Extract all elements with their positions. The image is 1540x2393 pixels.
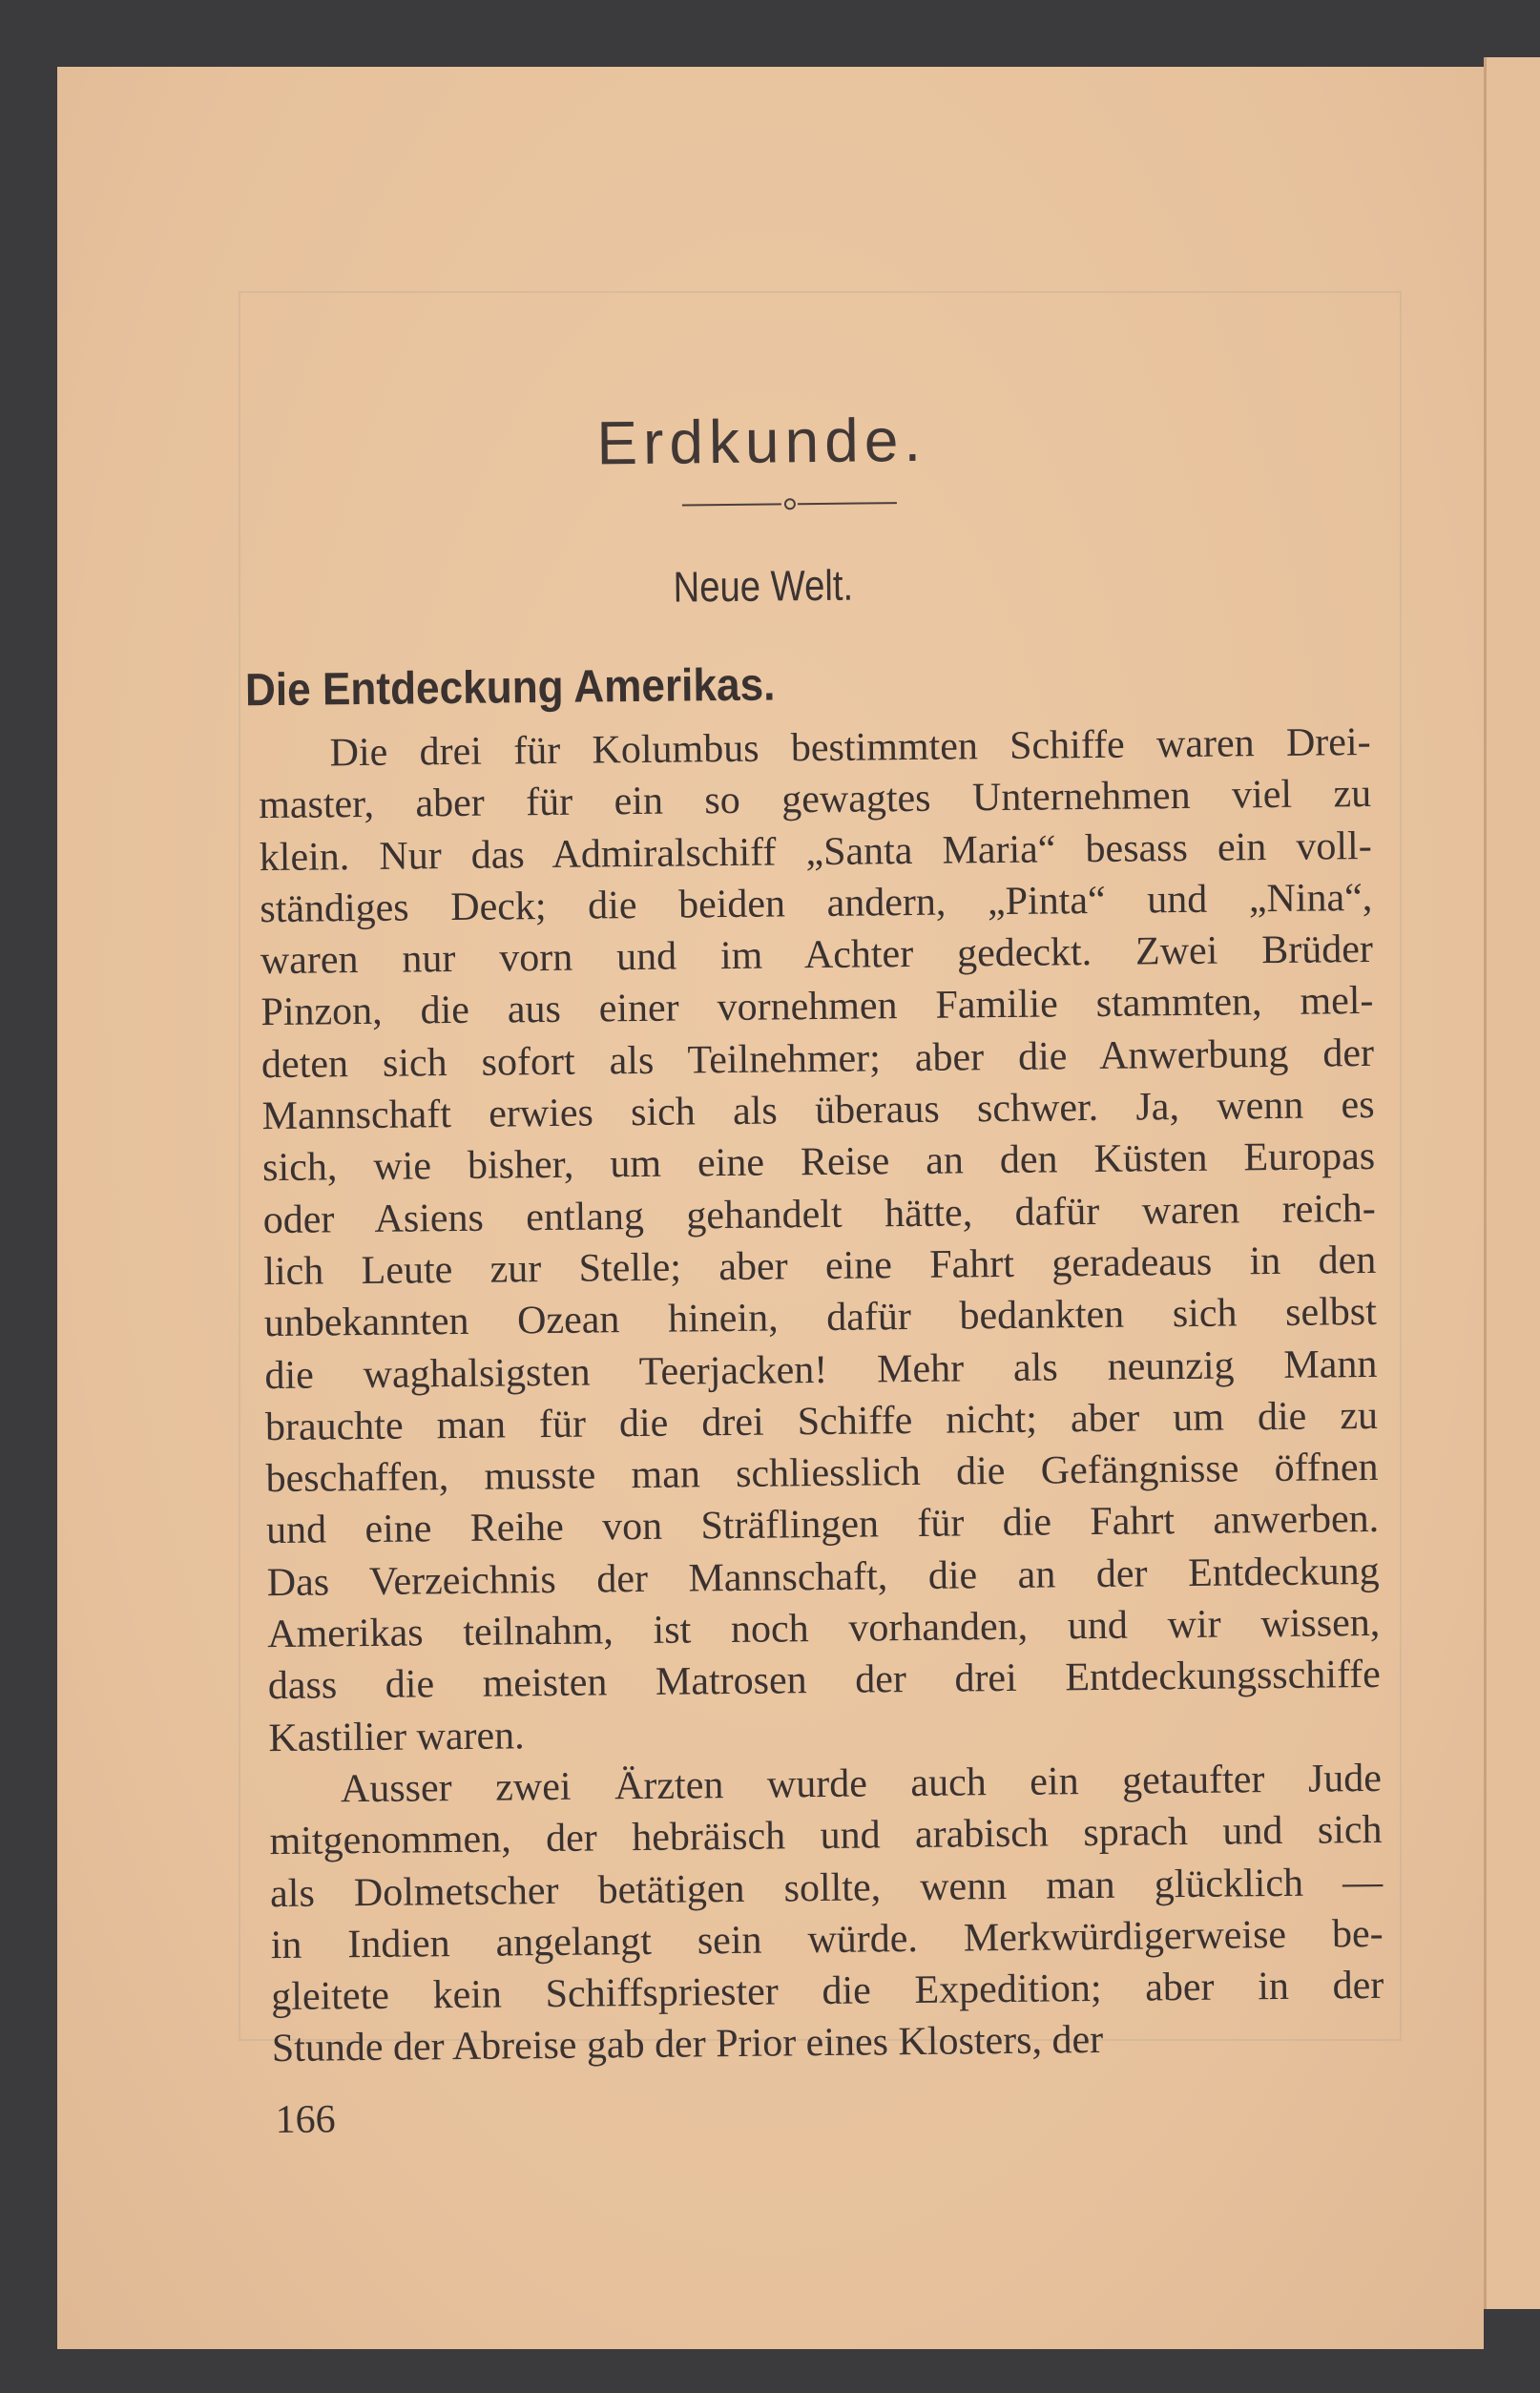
text-line: mitgenommen, der hebräisch und arabisch sprach und sich	[269, 1808, 1383, 1864]
text-line: brauchte man für die drei Schiffe nicht; aber um die zu	[264, 1393, 1379, 1449]
text-line: als Dolmetscher betätigen sollte, wenn man glücklich —	[269, 1860, 1384, 1916]
page-number: 166	[275, 2097, 336, 2143]
text-line: unbekannten Ozean hinein, dafür bedankten sich selbst	[263, 1290, 1378, 1346]
text-line: Die drei für Kolumbus bestimmten Schiffe waren Drei-	[329, 719, 1371, 776]
text-line: beschaffen, musste man schliesslich die Gefängnisse öffnen	[265, 1446, 1379, 1502]
text-line: dass die meisten Matrosen der drei Entdeckungsschiffe	[267, 1653, 1382, 1709]
chapter-title: Erdkunde.	[595, 405, 927, 478]
text-line: deten sich sofort als Teilnehmer; aber die Anwerbung der	[260, 1030, 1375, 1087]
text-line: klein. Nur das Admiralschiff „Santa Maria“ besass ein voll-	[259, 823, 1372, 880]
text-line: gleitete kein Schiffspriester die Expedition; aber in der	[271, 1963, 1384, 2020]
text-line: und eine Reihe von Sträflingen für die Fahrt anwerben.	[265, 1497, 1380, 1553]
text-line: Amerikas teilnahm, ist noch vorhanden, und wir wissen,	[267, 1600, 1381, 1657]
text-line: Ausser zwei Ärzten wurde auch ein getaufter Jude	[340, 1756, 1383, 1812]
text-line: ständiges Deck; die beiden andern, „Pinta“ und „Nina“,	[260, 875, 1373, 932]
text-line: Das Verzeichnis der Mannschaft, die an der Entdeckung	[266, 1549, 1380, 1605]
text-line: oder Asiens entlang gehandelt hätte, dafür waren reich-	[262, 1186, 1376, 1242]
text-line: Stunde der Abreise gab der Prior eines Klosters, der	[271, 2018, 1104, 2071]
text-line: sich, wie bisher, um eine Reise an den Küsten Europas	[261, 1134, 1376, 1191]
text-line: Pinzon, die aus einer vornehmen Familie stammten, mel-	[260, 979, 1374, 1035]
text-line: waren nur vorn und im Achter gedeckt. Zwei Brüder	[260, 927, 1374, 984]
text-line: Kastilier waren.	[268, 1713, 525, 1760]
text-line: Mannschaft erwies sich als überaus schwer. Ja, wenn es	[261, 1082, 1375, 1139]
section-subtitle: Neue Welt.	[673, 560, 854, 612]
text-line: lich Leute zur Stelle; aber eine Fahrt geradeaus in den	[263, 1238, 1377, 1295]
body-text	[258, 717, 1384, 2075]
divider-ornament	[682, 497, 902, 510]
text-line: die waghalsigsten Teerjacken! Mehr als neunzig Mann	[264, 1342, 1378, 1398]
text-line: in Indien angelangt sein würde. Merkwürdigerweise be-	[270, 1911, 1384, 1967]
article-heading: Die Entdeckung Amerikas.	[244, 659, 776, 717]
text-line: master, aber für ein so gewagtes Unternehmen viel zu	[258, 772, 1372, 828]
